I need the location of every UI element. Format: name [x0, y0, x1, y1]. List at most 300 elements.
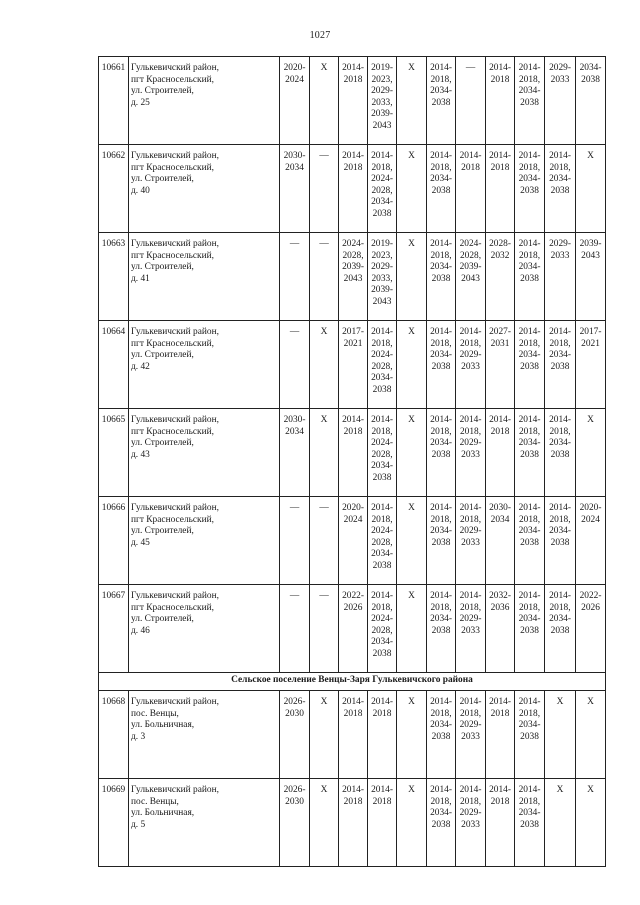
period-text: 2024 — [343, 514, 363, 525]
period-text: X — [587, 415, 594, 425]
period-cell-2 — [310, 233, 339, 321]
period-text: 2018, — [371, 426, 393, 437]
period-text: X — [408, 151, 415, 161]
period-text: 2034- — [430, 808, 452, 819]
period-text: 2018 — [343, 74, 363, 85]
period-text: 2034- — [430, 720, 452, 731]
address-cell — [129, 321, 280, 409]
period-text: X — [320, 327, 328, 337]
period-cell-10 — [545, 779, 576, 867]
period-text: 2018 — [343, 796, 363, 807]
period-cell-10 — [545, 57, 576, 145]
period-text: 2018, — [518, 250, 541, 261]
period-text: 2024- — [371, 174, 393, 185]
address-line: Гулькевичский район, — [131, 415, 219, 425]
period-text: 2023, — [371, 250, 393, 261]
period-cell-6 — [427, 233, 456, 321]
period-cell-5 — [397, 779, 427, 867]
period-text: 2038 — [372, 560, 392, 571]
period-cell-6 — [427, 779, 456, 867]
period-text: 2018 — [490, 708, 510, 719]
period-text: 2014- — [430, 63, 452, 73]
period-cell-4 — [368, 145, 397, 233]
period-cell-8 — [486, 779, 515, 867]
period-cell-5 — [397, 233, 427, 321]
period-text: — — [289, 503, 300, 513]
period-cell-7 — [456, 145, 486, 233]
period-text: 2014- — [430, 785, 452, 795]
period-cell-11 — [576, 497, 606, 585]
row-number: 10662 — [99, 145, 129, 233]
period-cell-6 — [427, 57, 456, 145]
period-text: 2034- — [518, 350, 541, 361]
period-text: 2018, — [518, 74, 541, 85]
period-text: 2034- — [430, 438, 452, 449]
period-cell-4 — [368, 409, 397, 497]
period-text: 2034 — [285, 162, 304, 173]
period-text: 2014- — [371, 785, 393, 795]
period-text: 2034- — [518, 526, 541, 537]
period-cell-3 — [339, 145, 368, 233]
period-text: 2034- — [430, 614, 452, 625]
period-text: 2026 — [581, 602, 600, 613]
period-text: 2038 — [431, 819, 451, 830]
period-text: 2038 — [550, 361, 570, 372]
row-number: 10663 — [99, 233, 129, 321]
period-text: 2030 — [285, 796, 304, 807]
period-text: 2018, — [459, 426, 482, 437]
period-text: 2043 — [581, 250, 600, 261]
period-text: 2038 — [431, 449, 451, 460]
period-text: 2033 — [550, 74, 570, 85]
period-text: 2030- — [283, 415, 306, 425]
period-text: — — [289, 327, 300, 337]
table-row — [99, 321, 606, 409]
period-text: 2014- — [459, 327, 482, 337]
period-text: 2014- — [342, 151, 364, 161]
period-text: 2036 — [490, 602, 510, 613]
period-text: 2014- — [518, 503, 541, 513]
row-number: 10669 — [99, 779, 129, 867]
period-text: X — [320, 415, 328, 425]
period-text: 2033 — [461, 819, 480, 830]
period-text: 2043 — [461, 273, 480, 284]
period-text: 2033 — [550, 250, 570, 261]
period-text: 2018, — [518, 708, 541, 719]
address-line: д. 46 — [131, 625, 150, 636]
period-text: 2014- — [518, 327, 541, 337]
period-cell-4 — [368, 233, 397, 321]
period-cell-1 — [280, 233, 310, 321]
period-text: 2029- — [549, 63, 571, 73]
period-cell-9 — [515, 409, 545, 497]
period-text: 2021 — [343, 338, 363, 349]
period-cell-11 — [576, 321, 606, 409]
period-text: 2014- — [549, 591, 571, 601]
period-text: 2038 — [372, 384, 392, 395]
period-text: 2018, — [430, 426, 452, 437]
period-cell-1 — [280, 409, 310, 497]
period-text: 2038 — [550, 537, 570, 548]
period-cell-6 — [427, 691, 456, 779]
period-cell-2 — [310, 497, 339, 585]
period-cell-5 — [397, 57, 427, 145]
period-text: 2014- — [342, 63, 364, 73]
period-text: — — [319, 591, 329, 601]
period-text: X — [408, 63, 415, 73]
period-text: 2018, — [549, 338, 571, 349]
period-text: 2039- — [371, 285, 393, 296]
period-text: 2024 — [285, 74, 304, 85]
period-text: 2024- — [342, 239, 364, 249]
period-text: 2022- — [342, 591, 364, 601]
period-text: 2014- — [549, 503, 571, 513]
row-number: 10667 — [99, 585, 129, 673]
period-text: 2018, — [371, 162, 393, 173]
period-text: X — [408, 785, 415, 795]
period-text: 2018, — [371, 514, 393, 525]
period-text: 2014- — [371, 327, 393, 337]
address-line: пос. Венцы, — [131, 708, 179, 719]
address-line: Гулькевичский район, — [131, 239, 219, 249]
period-text: 2014- — [518, 591, 541, 601]
table-row — [99, 497, 606, 585]
period-text: 2014- — [430, 697, 452, 707]
section-header-row — [99, 673, 606, 691]
period-cell-3 — [339, 585, 368, 673]
period-text: 2018, — [518, 514, 541, 525]
period-text: 2018, — [549, 162, 571, 173]
period-text: 2038 — [372, 472, 392, 483]
period-text: 2014- — [489, 63, 511, 73]
period-cell-10 — [545, 585, 576, 673]
period-text: 2034- — [518, 808, 541, 819]
period-text: 2014- — [371, 591, 393, 601]
period-text: 2024- — [371, 526, 393, 537]
period-cell-9 — [515, 233, 545, 321]
table-row — [99, 779, 606, 867]
period-text: 2038 — [520, 97, 539, 108]
period-text: 2014- — [430, 327, 452, 337]
period-text: 2018, — [430, 796, 452, 807]
period-text: 2014- — [430, 239, 452, 249]
period-cell-8 — [486, 585, 515, 673]
period-text: — — [465, 63, 476, 73]
period-text: 2033 — [461, 731, 480, 742]
period-text: 2018 — [343, 426, 363, 437]
period-text: 2014- — [459, 785, 482, 795]
period-text: 2039- — [459, 262, 482, 273]
period-cell-7 — [456, 57, 486, 145]
period-text: 2024 — [581, 514, 600, 525]
period-text: X — [408, 327, 415, 337]
table-row — [99, 145, 606, 233]
address-cell — [129, 233, 280, 321]
period-text: 2017- — [342, 327, 364, 337]
address-line: д. 25 — [131, 97, 150, 108]
period-cell-4 — [368, 691, 397, 779]
period-text: 2032- — [489, 591, 511, 601]
period-text: 2018 — [490, 162, 510, 173]
address-line: Гулькевичский район, — [131, 327, 219, 337]
period-text: 2014- — [371, 415, 393, 425]
period-text: 2033 — [461, 537, 480, 548]
address-line: пгт Красносельский, — [131, 74, 214, 85]
period-text: 2014- — [518, 239, 541, 249]
period-text: 2038 — [372, 208, 392, 219]
period-text: 2039- — [371, 109, 393, 120]
period-text: 2029- — [459, 808, 482, 819]
period-text: 2014- — [518, 151, 541, 161]
period-cell-9 — [515, 321, 545, 409]
period-cell-4 — [368, 585, 397, 673]
period-text: 2014- — [549, 415, 571, 425]
period-text: 2018, — [518, 426, 541, 437]
period-cell-6 — [427, 497, 456, 585]
period-text: 2018, — [459, 602, 482, 613]
row-number: 10668 — [99, 691, 129, 779]
period-text: 2014- — [342, 785, 364, 795]
period-text: 2038 — [372, 648, 392, 659]
period-text: 2014- — [371, 697, 393, 707]
period-text: — — [289, 239, 300, 249]
period-text: 2038 — [520, 731, 539, 742]
period-text: 2014- — [459, 697, 482, 707]
period-cell-2 — [310, 409, 339, 497]
period-text: 2028- — [489, 239, 511, 249]
period-text: 2038 — [431, 537, 451, 548]
period-text: 2033 — [461, 625, 480, 636]
period-text: 2034- — [518, 438, 541, 449]
address-line: пгт Красносельский, — [131, 250, 214, 261]
row-number: 10661 — [99, 57, 129, 145]
period-text: 2038 — [520, 625, 539, 636]
row-number: 10665 — [99, 409, 129, 497]
period-text: 2018, — [430, 338, 452, 349]
period-text: 2038 — [550, 449, 570, 460]
address-cell — [129, 145, 280, 233]
address-line: ул. Больничная, — [131, 720, 195, 731]
period-cell-2 — [310, 779, 339, 867]
period-text: 2030- — [283, 151, 306, 161]
period-text: 2034- — [518, 174, 541, 185]
period-text: 2033 — [461, 449, 480, 460]
period-text: 2038 — [520, 819, 539, 830]
period-text: 2034- — [549, 174, 571, 185]
period-text: 2029- — [459, 614, 482, 625]
period-text: 2018 — [490, 74, 510, 85]
period-text: 2039- — [342, 262, 364, 273]
period-cell-4 — [368, 497, 397, 585]
period-text: 2024- — [371, 350, 393, 361]
period-text: 2028, — [342, 250, 364, 261]
period-text: 2014- — [459, 415, 482, 425]
period-cell-3 — [339, 321, 368, 409]
period-text: 2038 — [550, 625, 570, 636]
period-text: X — [320, 697, 328, 707]
period-text: 2027- — [489, 327, 511, 337]
period-text: 2034- — [518, 262, 541, 273]
address-line: ул. Больничная, — [131, 808, 195, 819]
period-text: 2014- — [518, 63, 541, 73]
period-text: 2038 — [520, 449, 539, 460]
period-text: 2018, — [459, 708, 482, 719]
period-cell-4 — [368, 57, 397, 145]
period-text: 2031 — [490, 338, 510, 349]
period-text: 2018 — [461, 162, 480, 173]
period-cell-1 — [280, 321, 310, 409]
period-text: X — [556, 785, 564, 795]
period-text: 2034- — [518, 720, 541, 731]
period-cell-3 — [339, 57, 368, 145]
period-text: 2043 — [372, 120, 392, 131]
period-text: 2033, — [371, 97, 393, 108]
period-cell-2 — [310, 145, 339, 233]
period-text: 2026- — [283, 697, 306, 707]
period-text: 2018, — [459, 796, 482, 807]
period-cell-8 — [486, 145, 515, 233]
address-cell — [129, 691, 280, 779]
period-text: 2019- — [371, 63, 393, 73]
period-text: 2018, — [549, 602, 571, 613]
period-cell-4 — [368, 321, 397, 409]
period-text: 2030 — [285, 708, 304, 719]
address-line: ул. Строителей, — [131, 350, 194, 361]
period-text: 2038 — [520, 537, 539, 548]
period-text: 2034- — [518, 614, 541, 625]
period-cell-3 — [339, 497, 368, 585]
address-line: д. 40 — [131, 185, 150, 196]
period-cell-7 — [456, 779, 486, 867]
period-text: 2018, — [459, 338, 482, 349]
period-text: 2024- — [371, 614, 393, 625]
period-text: 2018, — [549, 514, 571, 525]
period-text: 2018, — [518, 796, 541, 807]
period-cell-1 — [280, 145, 310, 233]
period-text: 2038 — [431, 625, 451, 636]
period-cell-10 — [545, 497, 576, 585]
period-text: 2034- — [371, 197, 393, 208]
address-line: пгт Красносельский, — [131, 338, 214, 349]
period-text: 2034- — [430, 262, 452, 273]
address-line: ул. Строителей, — [131, 86, 194, 97]
period-cell-7 — [456, 585, 486, 673]
period-text: 2029- — [459, 438, 482, 449]
period-cell-3 — [339, 691, 368, 779]
period-cell-5 — [397, 321, 427, 409]
period-cell-6 — [427, 321, 456, 409]
period-text: 2018, — [518, 338, 541, 349]
address-line: ул. Строителей, — [131, 526, 194, 537]
address-line: д. 45 — [131, 537, 150, 548]
period-text: 2018, — [430, 602, 452, 613]
period-text: 2018 — [372, 708, 392, 719]
period-text: 2029- — [371, 262, 393, 273]
period-text: 2019- — [371, 239, 393, 249]
table-row — [99, 57, 606, 145]
period-cell-7 — [456, 409, 486, 497]
table-row — [99, 233, 606, 321]
period-text: 2029- — [549, 239, 571, 249]
period-cell-1 — [280, 779, 310, 867]
period-text: 2032 — [490, 250, 510, 261]
period-text: 2034- — [430, 86, 452, 97]
period-text: 2038 — [550, 185, 570, 196]
period-text: 2014- — [430, 503, 452, 513]
period-text: 2018, — [430, 74, 452, 85]
period-text: 2018, — [549, 426, 571, 437]
period-text: 2014- — [459, 503, 482, 513]
address-line: д. 43 — [131, 449, 150, 460]
period-cell-7 — [456, 321, 486, 409]
period-text: 2014- — [459, 591, 482, 601]
period-text: 2030- — [489, 503, 511, 513]
address-cell — [129, 497, 280, 585]
address-line: ул. Строителей, — [131, 614, 194, 625]
period-text: 2038 — [520, 361, 539, 372]
address-line: Гулькевичский район, — [131, 503, 219, 513]
period-text: 2014- — [549, 327, 571, 337]
period-text: 2020- — [283, 63, 306, 73]
period-text: 2017- — [579, 327, 602, 337]
period-text: 2026 — [343, 602, 363, 613]
period-text: X — [408, 415, 415, 425]
period-cell-6 — [427, 145, 456, 233]
period-text: 2014- — [430, 151, 452, 161]
period-text: 2018 — [343, 162, 363, 173]
period-cell-2 — [310, 691, 339, 779]
period-cell-11 — [576, 57, 606, 145]
page-number: 1027 — [309, 30, 331, 41]
period-cell-7 — [456, 691, 486, 779]
address-line: пос. Венцы, — [131, 796, 179, 807]
period-text: 2014- — [430, 591, 452, 601]
address-line: д. 41 — [131, 273, 150, 284]
period-text: 2028, — [371, 625, 393, 636]
address-line: ул. Строителей, — [131, 438, 194, 449]
period-text: 2034- — [371, 461, 393, 472]
period-text: 2034- — [549, 614, 571, 625]
period-text: X — [408, 697, 415, 707]
address-line: д. 3 — [131, 731, 146, 742]
period-cell-8 — [486, 691, 515, 779]
period-text: 2043 — [372, 296, 392, 307]
address-cell — [129, 779, 280, 867]
address-line: д. 42 — [131, 361, 150, 372]
period-text: 2018, — [459, 514, 482, 525]
period-text: 2014- — [371, 503, 393, 513]
period-cell-8 — [486, 409, 515, 497]
period-text: 2028, — [371, 449, 393, 460]
period-text: 2029- — [459, 720, 482, 731]
period-cell-9 — [515, 691, 545, 779]
period-cell-8 — [486, 233, 515, 321]
period-cell-1 — [280, 585, 310, 673]
period-text: 2029- — [371, 86, 393, 97]
period-text: X — [408, 239, 415, 249]
period-text: 2034- — [549, 526, 571, 537]
period-cell-6 — [427, 409, 456, 497]
period-cell-9 — [515, 497, 545, 585]
period-text: 2018, — [430, 250, 452, 261]
row-number: 10664 — [99, 321, 129, 409]
period-text: 2018 — [343, 708, 363, 719]
period-cell-3 — [339, 779, 368, 867]
address-line: ул. Строителей, — [131, 174, 194, 185]
period-text: 2018 — [372, 796, 392, 807]
period-cell-5 — [397, 497, 427, 585]
period-text: 2014- — [489, 151, 511, 161]
